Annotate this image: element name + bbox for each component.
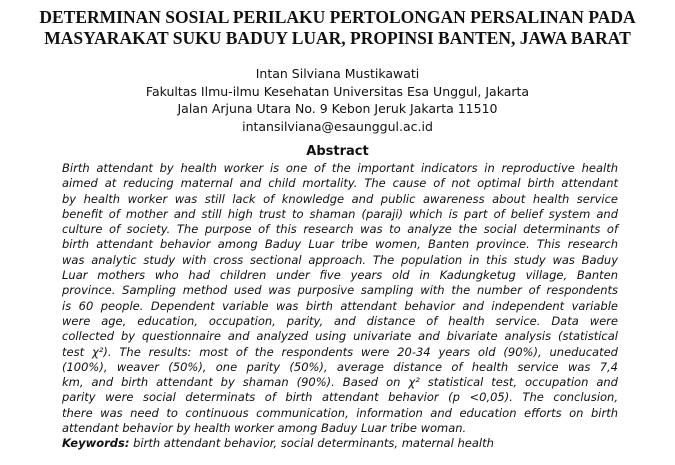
abstract-line: is 60 people. Dependent variable was birth attendant behavior and independent variable <box>62 298 618 313</box>
abstract-line: birth attendant behavior among Baduy Luar tribe women, Banten province. This research <box>62 237 618 252</box>
abstract-line: test χ²). The results: most of the respondents were 20-34 years old (90%), uneducated <box>62 344 618 359</box>
abstract-line: (100%), weaver (50%), one parity (50%), average distance of health service was 7,4 <box>62 359 618 374</box>
abstract-line: was analytic study with cross sectional approach. The population in this study was Baduy <box>62 252 618 267</box>
title-line-1: DETERMINAN SOSIAL PERILAKU PERTOLONGAN PERSALINAN PADA <box>39 7 636 27</box>
paper-title <box>10 7 665 49</box>
abstract-line: benefit of mother and still high trust to shaman (paraji) which is part of belief system and <box>62 206 618 221</box>
abstract-line: parity were social determinats of birth attendant behavior (p <0,05). The conclusion, <box>62 390 618 405</box>
author-affiliation: Fakultas Ilmu-ilmu Kesehatan Universitas Esa Unggul, Jakarta <box>145 83 530 99</box>
abstract-line: Birth attendant by health worker is one of the important indicators in reproductive health <box>62 161 618 175</box>
keywords-line <box>62 436 494 450</box>
abstract-line: there was need to continuous communication, information and education efforts on birth <box>62 405 618 420</box>
abstract-heading: Abstract <box>306 144 369 159</box>
abstract-line: by health worker was still lack of knowledge and public awareness about health service <box>62 191 618 206</box>
author-email: intansilviana@esaunggul.ac.id <box>242 118 433 134</box>
keywords-list: birth attendant behavior, social determinants, maternal health <box>133 436 494 450</box>
title-line-2: MASYARAKAT SUKU BADUY LUAR, PROPINSI BANTEN, JAWA BARAT <box>44 28 631 48</box>
abstract-line: collected by questionnaire and analyzed using univariate and bivariate analysis (statistical <box>62 329 618 344</box>
keywords-label: Keywords: <box>62 436 130 450</box>
author-address: Jalan Arjuna Utara No. 9 Kebon Jeruk Jakarta 11510 <box>177 101 498 116</box>
abstract-line: Luar mothers who had children under five years old in Kadungketug village, Banten <box>62 268 618 283</box>
author-block <box>0 65 675 135</box>
abstract-line: culture of society. The purpose of this research was to analyze the social determinants of <box>62 222 618 237</box>
abstract-body <box>62 161 618 436</box>
abstract-line: province. Sampling method used was purposive sampling with the number of respondents <box>62 283 618 298</box>
abstract-line: attendant behavior by health worker among Baduy Luar tribe woman. <box>62 421 467 436</box>
abstract-line: aimed at reducing maternal and child mortality. The cause of not optimal birth attendant <box>62 176 618 191</box>
author-name: Intan Silviana Mustikawati <box>255 66 420 81</box>
abstract-line: were age, education, occupation, parity, and distance of health service. Data were <box>62 313 618 328</box>
abstract-line: km, and birth attendant by shaman (90%). Based on χ² statistical test, occupation and <box>62 375 618 390</box>
